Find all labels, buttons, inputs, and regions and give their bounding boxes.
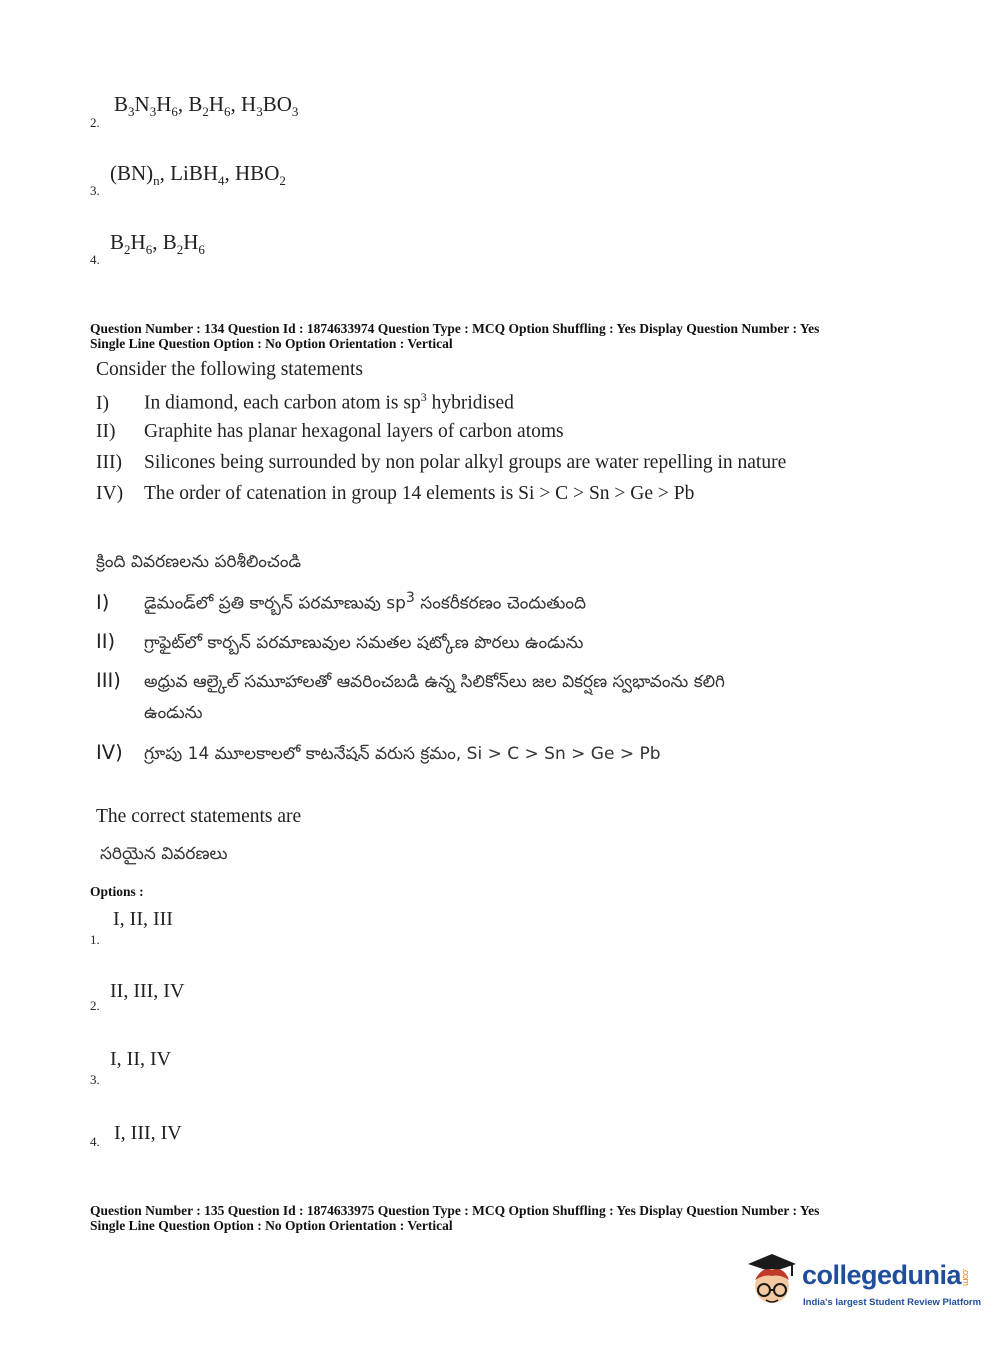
statement-4: IV) The order of catenation in group 14 elements is Si > C > Sn > Ge > Pb <box>96 483 695 504</box>
collegedunia-logo[interactable] <box>740 1250 982 1314</box>
option-number: 2. <box>90 115 100 130</box>
question-conclusion: The correct statements are <box>96 806 302 827</box>
statement-roman: II) <box>96 630 116 653</box>
option-number: 3. <box>90 183 100 198</box>
telugu-statement-1: I) డైమండ్‌లో ప్రతి కార్బన్ పరమాణువు $sp^3$ సంకరీకరణం చెందుతుంది <box>96 590 586 614</box>
statement-roman: II) <box>96 421 116 442</box>
option-formula: $(BN)_n$, LiBH$_4$, $HBO_2$ <box>110 161 286 189</box>
statement-roman: III) <box>96 669 121 692</box>
statement-2: II) Graphite has planar hexagonal layers of carbon atoms <box>96 421 564 442</box>
option-number: 2. <box>90 998 100 1013</box>
question-intro: Consider the following statements <box>96 359 364 380</box>
option-text: I, II, IV <box>110 1048 172 1070</box>
statement-roman: I) <box>96 590 110 614</box>
logo-tagline: India's largest Student Review Platform <box>803 1297 982 1308</box>
telugu-intro: క్రింది వివరణలను పరిశీలించండి <box>96 552 302 572</box>
option-formula: $B_2H_6$, $B_2H_6$ <box>110 230 205 258</box>
option-number: 4. <box>90 252 100 267</box>
statement-roman: IV) <box>96 741 123 764</box>
option-number: 1. <box>90 932 100 947</box>
student-mascot-icon <box>742 1250 800 1312</box>
question-134-meta <box>90 321 819 351</box>
statement-3: III) Silicones being surrounded by non polar alkyl groups are water repelling in nature <box>96 452 787 473</box>
meta-line-1: Question Number : 135 Question Id : 1874633975 Question Type : MCQ Option Shuffling : Yes Display Question Number : Yes <box>90 1203 820 1218</box>
option-text: I, II, III <box>113 908 173 930</box>
telugu-statement-3-continued: ఉండును <box>144 703 203 723</box>
option-formula: $B_3N_3H_6$, $B_2H_6$, $H_3BO_3$ <box>114 92 299 120</box>
statement-roman: I) <box>96 392 109 414</box>
meta-line-1: Question Number : 134 Question Id : 1874633974 Question Type : MCQ Option Shuffling : Yes Display Question Number : Yes <box>90 321 820 336</box>
telugu-statement-4: IV) గ్రూపు 14 మూలకాలలో కాటనేషన్ వరుస క్రమం, Si > C > Sn > Ge > Pb <box>96 741 661 764</box>
meta-line-2: Single Line Question Option : No Option Orientation : Vertical <box>90 1218 453 1233</box>
telugu-statement-3: III) అధ్రువ ఆల్కైల్ సమూహాలతో ఆవరించబడి ఉన్న సిలికోన్‌లు జల వికర్షణ స్వభావంను కలిగి <box>96 669 725 692</box>
option-text: II, III, IV <box>110 980 185 1002</box>
statement-roman: III) <box>96 452 122 473</box>
option-number: 4. <box>90 1134 100 1149</box>
options-label: Options : <box>90 884 144 899</box>
option-number: 3. <box>90 1072 100 1087</box>
question-135-meta <box>90 1203 819 1233</box>
option-text: I, III, IV <box>114 1122 182 1144</box>
statement-roman: IV) <box>96 483 124 504</box>
meta-line-2: Single Line Question Option : No Option Orientation : Vertical <box>90 336 453 351</box>
telugu-statement-2: II) గ్రాఫైట్‌లో కార్బన్ పరమాణువుల సమతల షట్కోణ పొరలు ఉండును <box>96 630 584 653</box>
statement-1: I) In diamond, each carbon atom is $sp^3$ hybridised <box>96 390 514 414</box>
telugu-conclusion: సరియైన వివరణలు <box>100 844 228 864</box>
logo-wordmark: collegedunia.com <box>802 1260 972 1290</box>
